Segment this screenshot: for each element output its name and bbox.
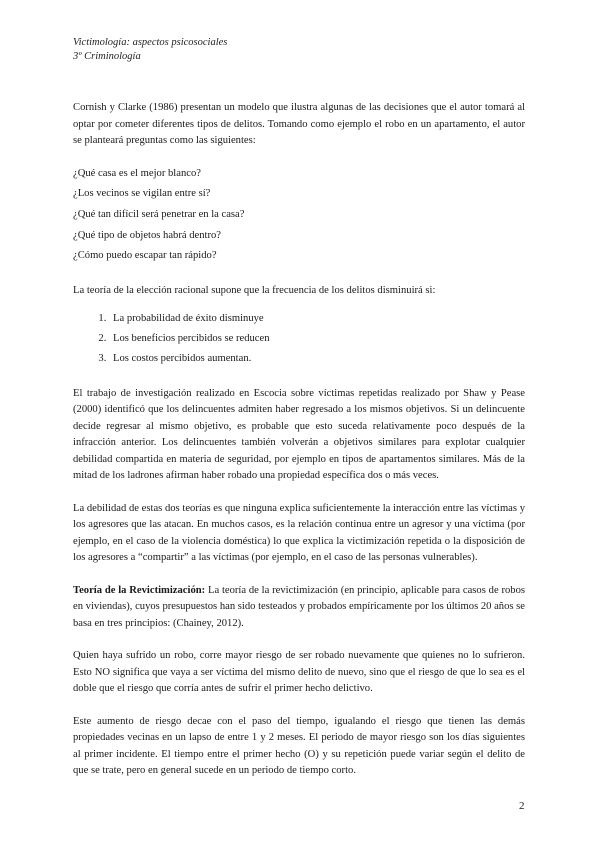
question-item: ¿Qué tipo de objetos habrá dentro?: [73, 229, 221, 241]
condition-item: 1. La probabilidad de éxito disminuye: [109, 311, 525, 328]
questions-list: [73, 166, 525, 265]
scotland-paragraph: El trabajo de investigación realizado en Escocia sobre víctimas repetidas realizado por Shaw y Pease (2000) identificó que los delincuentes admiten haber regresado a los mismos objetivos. Si un delincuente decide regresar al mismo objetivo, es probable que esto suceda relativamente poco después de la infracción anterior. Los delincuentes también volverán a objetivos similares para explotar cualquier debilidad compartida en materia de seguridad, por ejemplo en tipos de apartamentos similares. Más de la mitad de los ladrones afirman haber robado una propiedad específica dos o más veces.: [73, 387, 525, 482]
condition-item: 3. Los costos percibidos aumentan.: [109, 351, 525, 368]
intro-paragraph: Cornish y Clarke (1986) presentan un modelo que ilustra algunas de las decisiones que el autor tomará al optar por cometer diferentes tipos de delitos. Tomando como ejemplo el robo en un apartamento, el autor se planteará preguntas como las siguientes:: [73, 102, 525, 146]
page-number: 2: [519, 800, 525, 812]
header-course-year: 3º Criminología: [73, 51, 141, 62]
theory-intro-paragraph: La teoría de la elección racional supone que la frecuencia de los delitos disminuirá si:: [73, 284, 436, 296]
page-header: [73, 36, 227, 64]
question-item: ¿Qué casa es el mejor blanco?: [73, 167, 201, 179]
document-body: [73, 100, 525, 796]
condition-item: 2. Los beneficios percibidos se reducen: [109, 331, 525, 348]
question-item: ¿Cómo puedo escapar tan rápido?: [73, 250, 217, 262]
revictimization-title: Teoría de la Revictimización:: [73, 584, 206, 596]
header-course-title: Victimología: aspectos psicosociales: [73, 37, 228, 48]
question-item: ¿Qué tan difícil será penetrar en la casa?: [73, 208, 245, 220]
risk-paragraph: Este aumento de riesgo decae con el paso del tiempo, igualando el riesgo que tienen las demás propiedades vecinas en un lapso de entre 1 y 2 meses. El periodo de mayor riesgo son los días siguientes al primer incidente. El tiempo entre el primer hecho (O) y su repetición puede variar según el delito de que se trate, pero en general sucede en un periodo de tiempo corto.: [73, 715, 525, 777]
weakness-paragraph: La debilidad de estas dos teorías es que ninguna explica suficientemente la interacción entre las víctimas y los agresores que las atacan. En muchos casos, es la relación continua entre un agresor y una víctima (por ejemplo, en el caso de la violencia doméstica) lo que explica la victimización repetida o la disposición de los agresores a “compartir” a las víctimas (por ejemplo, en el caso de las personas vulnerables).: [73, 502, 525, 564]
robbed-paragraph: Quien haya sufrido un robo, corre mayor riesgo de ser robado nuevamente que quienes no lo sufrieron. Esto NO significa que vaya a ser víctima del mismo delito de nuevo, sino que el riesgo de que lo sea es el doble que el riesgo que corría antes de sufrir el primer hecho delictivo.: [73, 650, 525, 695]
revictimization-paragraph: [73, 583, 525, 633]
conditions-list: [73, 311, 525, 368]
question-item: ¿Los vecinos se vigilan entre sí?: [73, 188, 211, 200]
revictimization-text: La teoría de la revictimización (en principio, aplicable para casos de robos en viviendas), cuyos presupuestos han sido testeados y probados empíricamente por los últimos 20 años se basa en tres principios: (Chainey, 2012).: [73, 584, 525, 629]
